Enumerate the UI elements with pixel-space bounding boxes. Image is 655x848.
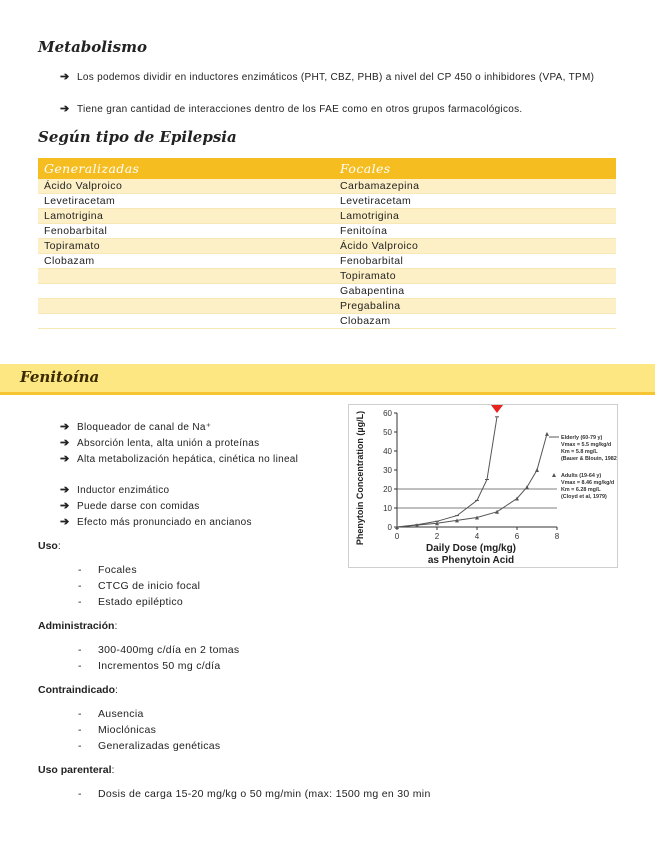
cell-focales: Fenitoína	[334, 224, 616, 239]
y-axis-label: Phenytoin Concentration (µg/L)	[355, 410, 365, 546]
table-row	[38, 269, 616, 284]
metabolismo-bullet: ➔ Tiene gran cantidad de interacciones dentro de los FAE como en otros grupos farmacológicos.	[60, 103, 523, 115]
cell-generalizadas: Clobazam	[38, 254, 334, 269]
metabolismo-title: Metabolismo	[38, 38, 148, 56]
x-tick-label: 8	[554, 532, 560, 541]
metabolismo-bullet: ➔ Los podemos dividir en inductores enzimáticos (PHT, CBZ, PHB) a nivel del CP 450 o inhibidores (VPA, TPM)	[60, 71, 595, 83]
list-item: - Dosis de carga 15-20 mg/kg o 50 mg/min (max: 1500 mg en 30 min	[78, 788, 431, 800]
data-point	[535, 468, 539, 472]
arrow-icon: ➔	[60, 103, 70, 115]
table-row	[38, 254, 616, 269]
legend-adults-text: Adults (19-64 y)	[561, 473, 602, 479]
y-tick-label: 10	[383, 504, 392, 513]
table-row	[38, 314, 616, 329]
cell-focales: Levetiracetam	[334, 194, 616, 209]
list-item: - Incrementos 50 mg c/día	[78, 660, 221, 672]
list-item: - Focales	[78, 564, 137, 576]
series-line	[397, 417, 497, 527]
y-tick-label: 20	[383, 485, 392, 494]
y-tick-label: 50	[383, 428, 392, 437]
legend-adults-text: Vmax = 8.46 mg/kg/d	[561, 480, 615, 486]
arrow-icon: ➔	[60, 421, 70, 433]
legend-elderly-text: Vmax = 5.5 mg/kg/d	[561, 442, 612, 448]
fenitoina-bullet: ➔ Efecto más pronunciado en ancianos	[60, 516, 252, 528]
fenitoina-bullet: ➔ Alta metabolización hepática, cinética no lineal	[60, 453, 299, 465]
arrow-icon: ➔	[60, 453, 70, 465]
data-point	[545, 432, 549, 436]
arrow-icon: ➔	[60, 500, 70, 512]
legend-elderly-text: (Bauer & Blouin, 1982)	[561, 456, 617, 462]
header-focales: Focales	[334, 158, 616, 179]
y-tick-label: 0	[387, 523, 392, 532]
cell-generalizadas: Ácido Valproico	[38, 179, 334, 194]
uso-label: Uso:	[38, 540, 61, 552]
cell-generalizadas	[38, 299, 334, 314]
cell-focales: Clobazam	[334, 314, 616, 329]
cell-focales: Lamotrigina	[334, 209, 616, 224]
list-item: - Ausencia	[78, 708, 144, 720]
legend-adults-marker	[552, 473, 556, 477]
arrow-icon: ➔	[60, 516, 70, 528]
parenteral-label: Uso parenteral:	[38, 764, 115, 776]
table-row	[38, 239, 616, 254]
data-point	[525, 485, 529, 489]
legend-adults-text: (Cloyd et al, 1979)	[561, 494, 607, 500]
y-tick-label: 30	[383, 466, 392, 475]
cell-focales: Topiramato	[334, 269, 616, 284]
table-row	[38, 299, 616, 314]
cell-generalizadas: Topiramato	[38, 239, 334, 254]
cell-focales: Gabapentina	[334, 284, 616, 299]
epilepsy-drug-table	[38, 158, 616, 329]
x-axis-label-2: as Phenytoin Acid	[427, 555, 515, 566]
arrow-icon: ➔	[60, 484, 70, 496]
legend-elderly-text: Km = 5.8 mg/L	[561, 449, 598, 455]
cell-generalizadas	[38, 269, 334, 284]
list-item: - Mioclónicas	[78, 724, 157, 736]
list-item: - 300-400mg c/día en 2 tomas	[78, 644, 240, 656]
phenytoin-chart	[348, 404, 618, 568]
cell-focales: Pregabalina	[334, 299, 616, 314]
table-row	[38, 284, 616, 299]
cell-generalizadas: Fenobarbital	[38, 224, 334, 239]
peak-marker-icon	[491, 405, 503, 413]
contraindicado-label: Contraindicado:	[38, 684, 118, 696]
header-generalizadas: Generalizadas	[38, 158, 334, 179]
cell-focales: Ácido Valproico	[334, 239, 616, 254]
x-tick-label: 0	[394, 532, 400, 541]
list-item: - Generalizadas genéticas	[78, 740, 221, 752]
fenitoina-bullet: ➔ Inductor enzimático	[60, 484, 170, 496]
cell-focales: Carbamazepina	[334, 179, 616, 194]
series-line	[397, 434, 547, 527]
x-tick-label: 2	[434, 532, 440, 541]
list-item: - CTCG de inicio focal	[78, 580, 201, 592]
fenitoina-bullet: ➔ Puede darse con comidas	[60, 500, 200, 512]
x-tick-label: 4	[474, 532, 480, 541]
arrow-icon: ➔	[60, 71, 70, 83]
segun-tipo-title: Según tipo de Epilepsia	[38, 128, 237, 146]
list-item: - Estado epiléptico	[78, 596, 184, 608]
cell-focales: Fenobarbital	[334, 254, 616, 269]
fenitoina-bullet: ➔ Bloqueador de canal de Na⁺	[60, 421, 212, 433]
phenytoin-chart-svg	[349, 405, 617, 567]
y-tick-label: 40	[383, 447, 392, 456]
x-tick-label: 6	[514, 532, 520, 541]
y-tick-label: 60	[383, 409, 392, 418]
arrow-icon: ➔	[60, 437, 70, 449]
table-row	[38, 194, 616, 209]
x-axis-label: Daily Dose (mg/kg)	[425, 543, 517, 554]
table-row	[38, 224, 616, 239]
legend-elderly-text: Elderly (60-79 y)	[561, 435, 603, 441]
cell-generalizadas: Levetiracetam	[38, 194, 334, 209]
table-row	[38, 209, 616, 224]
cell-generalizadas	[38, 284, 334, 299]
cell-generalizadas: Lamotrigina	[38, 209, 334, 224]
cell-generalizadas	[38, 314, 334, 329]
table-row	[38, 179, 616, 194]
fenitoina-bullet: ➔ Absorción lenta, alta unión a proteínas	[60, 437, 260, 449]
administracion-label: Administración:	[38, 620, 118, 632]
fenitoina-title: Fenitoína	[20, 368, 100, 386]
legend-adults-text: Km = 6.28 mg/L	[561, 487, 601, 493]
fenitoina-banner	[0, 364, 655, 395]
